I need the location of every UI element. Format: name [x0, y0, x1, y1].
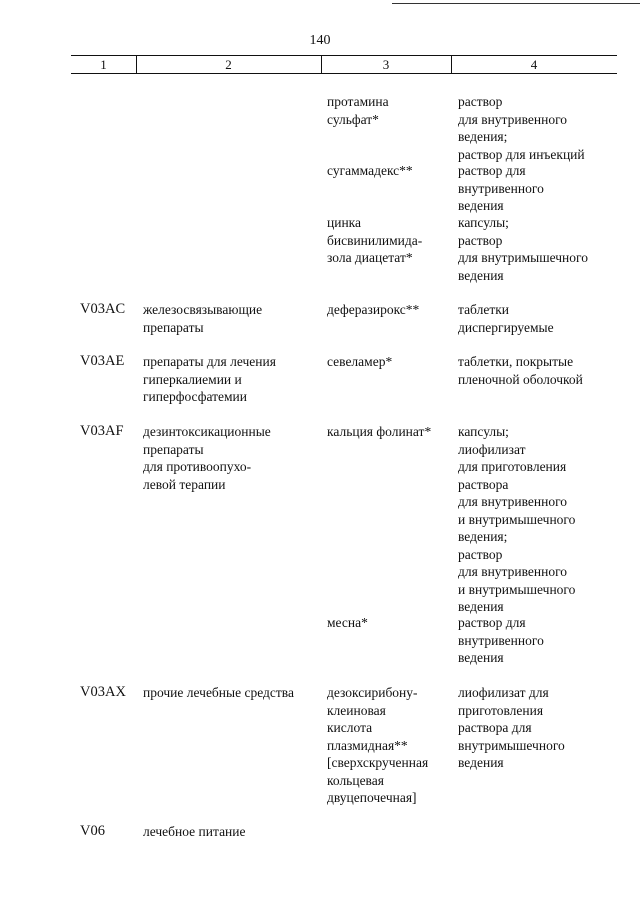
- drug-name: сугаммадекс**: [327, 163, 413, 178]
- dosage-form: таблетки, покрытые пленочной оболочкой: [458, 354, 583, 387]
- dosage-form: капсулы; лиофилизат для приготовления раствора для внутривенного и внутримышечного ведения; раствор для внутривенного и внутримышечного ведения: [458, 424, 576, 614]
- drug-name: дезоксирибону- клеиновая кислота плазмидная** [сверхскрученная кольцевая двуцепочечная]: [327, 685, 429, 805]
- dosage-form: раствор для внутривенного ведения: [458, 163, 544, 213]
- pharmacological-group: препараты для лечения гиперкалиемии и гиперфосфатемии: [143, 354, 276, 404]
- header-col-1: 1: [100, 57, 107, 72]
- drug-name: протамина сульфат*: [327, 94, 389, 127]
- header-col-4: 4: [530, 57, 538, 72]
- pharmacological-group: прочие лечебные средства: [143, 685, 294, 700]
- atc-code: V06: [80, 823, 105, 839]
- dosage-form: капсулы; раствор для внутримышечного ведения: [458, 215, 588, 283]
- drug-name: севеламер*: [327, 354, 393, 369]
- atc-code: V03AE: [80, 353, 125, 369]
- table-header: [71, 55, 617, 74]
- pharmacological-group: лечебное питание: [143, 824, 246, 839]
- header-col-2: 2: [225, 57, 232, 72]
- pharmacological-group: железосвязывающие препараты: [143, 302, 263, 335]
- drug-name: месна*: [327, 615, 368, 630]
- atc-code: V03AX: [80, 684, 126, 700]
- top-rule: [392, 3, 640, 4]
- atc-code: V03AF: [80, 423, 124, 439]
- pharmacological-group: дезинтоксикационные препараты для противоопухо- левой терапии: [143, 424, 271, 492]
- dosage-form: раствор для внутривенного ведения: [458, 615, 544, 665]
- page-number: 140: [309, 33, 331, 48]
- atc-code: V03AC: [80, 301, 126, 317]
- drug-name: деферазирокс**: [327, 302, 420, 317]
- dosage-form: таблетки диспергируемые: [458, 302, 554, 335]
- dosage-form: раствор для внутривенного ведения; раствор для инъекций: [458, 94, 585, 162]
- drug-name: кальция фолинат*: [327, 424, 432, 439]
- header-col-3: 3: [382, 57, 390, 72]
- dosage-form: лиофилизат для приготовления раствора для внутримышечного ведения: [458, 685, 565, 770]
- drug-name: цинка бисвинилимида- зола диацетат*: [327, 215, 423, 265]
